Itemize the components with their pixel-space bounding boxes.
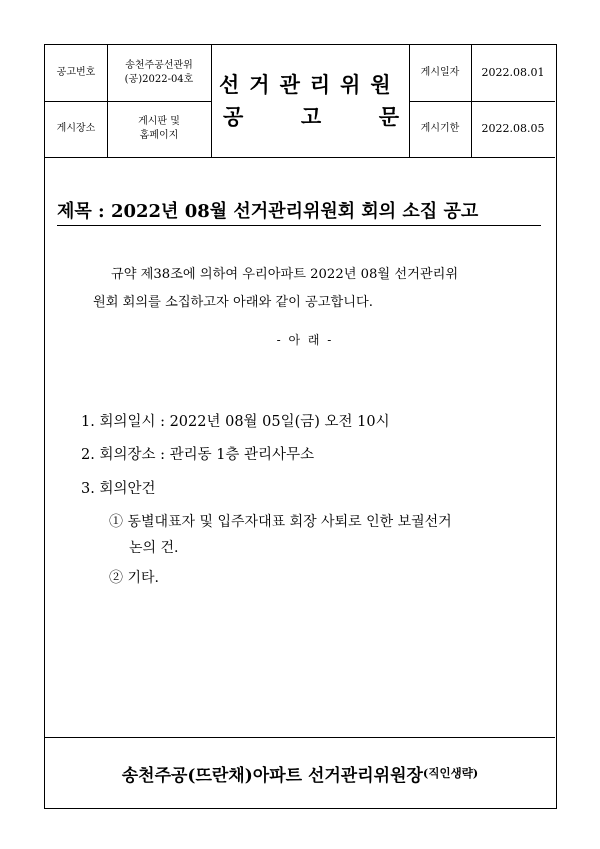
agenda-item-2: ② 기타.: [109, 570, 159, 586]
post-date-value: 2022.08.01: [481, 66, 545, 79]
notice-title-char: 공: [223, 104, 244, 129]
notice-no-value-line1: 송천주공선관위: [125, 60, 193, 71]
meeting-place: 2. 회의장소 : 관리동 1층 관리사무소: [81, 447, 315, 463]
post-period-value: 2022.08.05: [481, 122, 545, 135]
notice-title-line2: [223, 101, 399, 131]
notice-subject: 제목 : 2022년 08월 선거관리위원회 회의 소집 공고: [57, 197, 541, 226]
notice-title: [211, 45, 409, 157]
post-date-label: 게시일자: [420, 67, 460, 78]
notice-body: [93, 261, 543, 317]
agenda-item-1: [109, 509, 452, 561]
notice-no-label: 공고번호: [56, 67, 96, 78]
notice-body-line2: 원회 회의를 소집하고자 아래와 같이 공고합니다.: [93, 295, 373, 310]
notice-title-char: 고: [300, 104, 322, 129]
notice-title-line1: 선거관리위원: [219, 72, 401, 97]
notice-no-value: [107, 45, 211, 101]
notice-frame: [44, 44, 557, 809]
post-place-value-line2: 홈페이지: [139, 130, 179, 141]
post-period-label: 게시기한: [420, 123, 460, 134]
post-place-value: [107, 101, 211, 157]
notice-no-value-line2: (공)2022-04호: [124, 74, 194, 85]
notice-title-char: 문: [378, 104, 399, 129]
seal-omitted-note: (직인생략): [422, 766, 479, 780]
notice-body-text: 규약 제38조에 의하여 우리아파트 2022년 08월 선거관리위: [111, 267, 459, 282]
agenda-item-1-line1: ① 동별대표자 및 입주자대표 회장 사퇴로 인한 보궐선거: [109, 514, 452, 530]
agenda-item-1-line2: 논의 건.: [129, 540, 179, 556]
meeting-datetime: 1. 회의일시 : 2022년 08월 05일(금) 오전 10시: [81, 414, 390, 430]
below-marker: - 아 래 -: [276, 333, 334, 347]
post-place-value-line1: 게시판 및: [138, 116, 180, 127]
meeting-agenda-heading: 3. 회의안건: [81, 481, 156, 497]
notice-footer: [45, 737, 555, 808]
notice-header-table: [45, 45, 555, 158]
post-place-label: 게시장소: [56, 123, 96, 134]
issuer-name: 송천주공(뜨란채)아파트 선거관리위원장: [121, 765, 423, 786]
notice-body-line1: [93, 261, 543, 289]
